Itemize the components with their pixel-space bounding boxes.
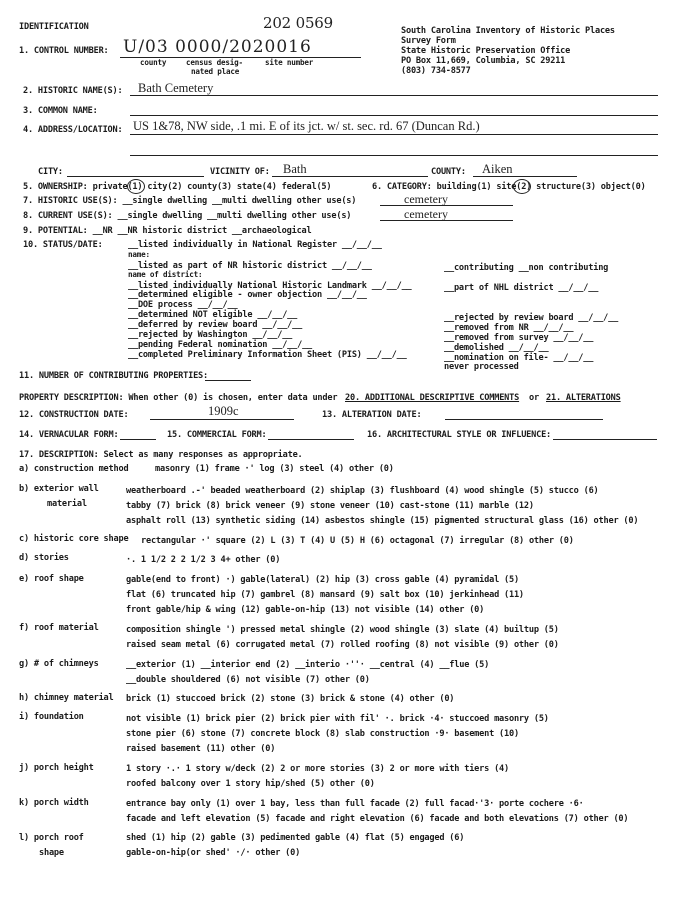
address-value: US 1&78, NW side, .1 mi. E of its jct. w/ st. sec. rd. 67 (Duncan Rd.)	[133, 119, 480, 133]
county-value: Aiken	[482, 162, 513, 176]
status-line: __rejected by Washington __/__/__	[128, 330, 293, 340]
contributing-properties-label: 11. NUMBER OF CONTRIBUTING PROPERTIES:	[19, 371, 209, 381]
category-line: 6. CATEGORY: building(1) site(2) structure(3) object(0)	[372, 182, 646, 192]
row-a-label: a) construction method	[19, 464, 129, 474]
status-right-line: __removed from NR __/__/__	[444, 323, 574, 333]
row-f-options-1: composition shingle ') pressed metal shingle (2) wood shingle (3) slate (4) builtup (5)	[126, 625, 559, 635]
handwritten-id: 202 0569	[263, 14, 333, 32]
alteration-date-label: 13. ALTERATION DATE:	[322, 410, 422, 420]
row-h-options: brick (1) stuccoed brick (2) stone (3) brick & stone (4) other (0)	[126, 694, 455, 704]
status-line: __determined eligible - owner objection __/__/__	[128, 290, 367, 300]
row-j-options-1: 1 story ·.· 1 story w/deck (2) 2 or more stories (3) 2 or more with tiers (4)	[126, 764, 509, 774]
status-line: __listed individually in National Register __/__/__	[128, 240, 382, 250]
status-line: __listed individually National Historic Landmark __/__/__	[128, 281, 412, 291]
row-l-options-1: shed (1) hip (2) gable (3) pedimented gable (4) flat (5) engaged (6)	[126, 833, 465, 843]
status-line: __completed Preliminary Information Sheet (PIS) __/__/__	[128, 350, 407, 360]
identification-heading: IDENTIFICATION	[19, 22, 89, 32]
category-site-circle	[513, 179, 531, 194]
row-d-label: d) stories	[19, 553, 69, 563]
ownership-line: 5. OWNERSHIP: private(1) city(2) county(3) state(4) federal(5)	[23, 182, 332, 192]
historic-name-value: Bath Cemetery	[138, 81, 214, 95]
row-c-label: c) historic core shape	[19, 534, 129, 544]
status-line: __DOE process __/__/__	[128, 300, 238, 310]
row-j-label: j) porch height	[19, 763, 94, 773]
control-sub-census: census desig-	[186, 58, 243, 67]
control-sub-county: county	[140, 58, 167, 67]
row-k-options-2: facade and left elevation (5) facade and right elevation (6) facade and both elevations (7) other (0)	[126, 814, 629, 824]
status-line: name:	[128, 250, 150, 259]
row-f-options-2: raised seam metal (6) corrugated metal (7) rolled roofing (8) not visible (9) other (0)	[126, 640, 559, 650]
status-line: name of district:	[128, 270, 203, 279]
status-line: __determined NOT eligible __/__/__	[128, 310, 298, 320]
status-right-line: __part of NHL district __/__/__	[444, 283, 599, 293]
status-right-line: __nomination on file- __/__/__	[444, 353, 594, 363]
row-a-options: masonry (1) frame ·' log (3) steel (4) other (0)	[155, 464, 394, 474]
potential-line: 9. POTENTIAL: __NR __NR historic district __archaeological	[23, 226, 312, 236]
agency-line-2: Survey Form	[401, 36, 456, 46]
vernacular-form-label: 14. VERNACULAR FORM:	[19, 430, 119, 440]
row-i-label: i) foundation	[19, 712, 84, 722]
vicinity-label: VICINITY OF:	[210, 167, 270, 177]
status-line: __listed as part of NR historic district __/__/__	[128, 261, 372, 271]
address-label: 4. ADDRESS/LOCATION:	[23, 125, 123, 135]
status-right-line: __demolished __/__/__	[444, 343, 549, 353]
property-description-lead: PROPERTY DESCRIPTION: When other (0) is chosen, enter data under	[19, 393, 338, 403]
row-i-options-1: not visible (1) brick pier (2) brick pier with fil' ·. brick ·4· stuccoed masonry (5)	[126, 714, 549, 724]
row-g-options-2: __double shouldered (6) not visible (7) other (0)	[126, 675, 370, 685]
row-j-options-2: roofed balcony over 1 story hip/shed (5) other (0)	[126, 779, 375, 789]
agency-line-5: (803) 734-8577	[401, 66, 471, 76]
architectural-style-label: 16. ARCHITECTURAL STYLE OR INFLUENCE:	[367, 430, 552, 440]
or-text: or	[529, 393, 539, 403]
commercial-form-label: 15. COMMERCIAL FORM:	[167, 430, 267, 440]
row-i-options-2: stone pier (6) stone (7) concrete block (8) slab construction ·9· basement (10)	[126, 729, 519, 739]
status-line: __pending Federal nomination __/__/__	[128, 340, 313, 350]
control-sub-census2: nated place	[191, 67, 240, 76]
row-l-label2: shape	[39, 848, 64, 858]
row-c-options: rectangular ·' square (2) L (3) T (4) U (5) H (6) octagonal (7) irregular (8) other (0)	[141, 536, 574, 546]
agency-line-3: State Historic Preservation Office	[401, 46, 571, 56]
ownership-private-circle	[127, 179, 145, 194]
row-g-options-1: __exterior (1) __interior end (2) __interio ·''· __central (4) __flue (5)	[126, 660, 490, 670]
row-e-options-1: gable(end to front) ·) gable(lateral) (2) hip (3) cross gable (4) pyramidal (5)	[126, 575, 519, 585]
row-b-label2: material	[47, 499, 87, 509]
historic-use-line: 7. HISTORIC USE(S): __single dwelling __multi dwelling other use(s)	[23, 196, 357, 206]
current-use-line: 8. CURRENT USE(S): __single dwelling __multi dwelling other use(s)	[23, 211, 352, 221]
alterations-ref: 21. ALTERATIONS	[546, 393, 621, 403]
row-e-options-2: flat (6) truncated hip (7) gambrel (8) mansard (9) salt box (10) jerkinhead (11)	[126, 590, 524, 600]
row-e-label: e) roof shape	[19, 574, 84, 584]
row-l-options-2: gable-on-hip(or shed' ·/· other (0)	[126, 848, 301, 858]
control-number-value: U/03 0000/2020016	[123, 37, 312, 57]
construction-date-label: 12. CONSTRUCTION DATE:	[19, 410, 129, 420]
row-k-options-1: entrance bay only (1) over 1 bay, less than full facade (2) full facad·'3· porte cochere ·6·	[126, 799, 584, 809]
current-use-value: cemetery	[404, 207, 448, 221]
row-b-options-1: weatherboard .-' beaded weatherboard (2) shiplap (3) flushboard (4) wood shingle (5) stucco (6)	[126, 486, 599, 496]
description-intro: 17. DESCRIPTION: Select as many responses as appropriate.	[19, 450, 303, 460]
control-number-label: 1. CONTROL NUMBER:	[19, 46, 109, 56]
status-right-line: __removed from survey __/__/__	[444, 333, 594, 343]
row-b-label: b) exterior wall	[19, 484, 99, 494]
status-right-line: __rejected by review board __/__/__	[444, 313, 619, 323]
city-label: CITY:	[38, 167, 63, 177]
agency-line-1: South Carolina Inventory of Historic Places	[401, 26, 615, 36]
additional-comments-ref: 20. ADDITIONAL DESCRIPTIVE COMMENTS	[345, 393, 520, 403]
row-i-options-3: raised basement (11) other (0)	[126, 744, 276, 754]
historic-name-label: 2. HISTORIC NAME(S):	[23, 86, 123, 96]
status-label: 10. STATUS/DATE:	[23, 240, 103, 250]
county-label: COUNTY:	[431, 167, 466, 177]
status-right-line: never processed	[444, 362, 519, 372]
vicinity-value: Bath	[283, 162, 307, 176]
construction-date-value: 1909c	[208, 404, 239, 418]
agency-line-4: PO Box 11,669, Columbia, SC 29211	[401, 56, 566, 66]
row-g-label: g) # of chimneys	[19, 659, 99, 669]
status-line: __deferred by review board __/__/__	[128, 320, 303, 330]
row-h-label: h) chimney material	[19, 693, 114, 703]
row-e-options-3: front gable/hip & wing (12) gable-on-hip (13) not visible (14) other (0)	[126, 605, 485, 615]
row-b-options-3: asphalt roll (13) synthetic siding (14) asbestos shingle (15) pigmented structural glass (16) other (0)	[126, 516, 639, 526]
status-right-line: __contributing __non contributing	[444, 263, 609, 273]
row-k-label: k) porch width	[19, 798, 89, 808]
row-l-label: l) porch roof	[19, 833, 84, 843]
control-sub-site: site number	[265, 58, 314, 67]
row-b-options-2: tabby (7) brick (8) brick veneer (9) stone veneer (10) cast-stone (11) marble (12)	[126, 501, 534, 511]
common-name-label: 3. COMMON NAME:	[23, 106, 98, 116]
row-d-options: ·. 1 1/2 2 2 1/2 3 4+ other (0)	[126, 555, 281, 565]
historic-use-value: cemetery	[404, 192, 448, 206]
row-f-label: f) roof material	[19, 623, 99, 633]
